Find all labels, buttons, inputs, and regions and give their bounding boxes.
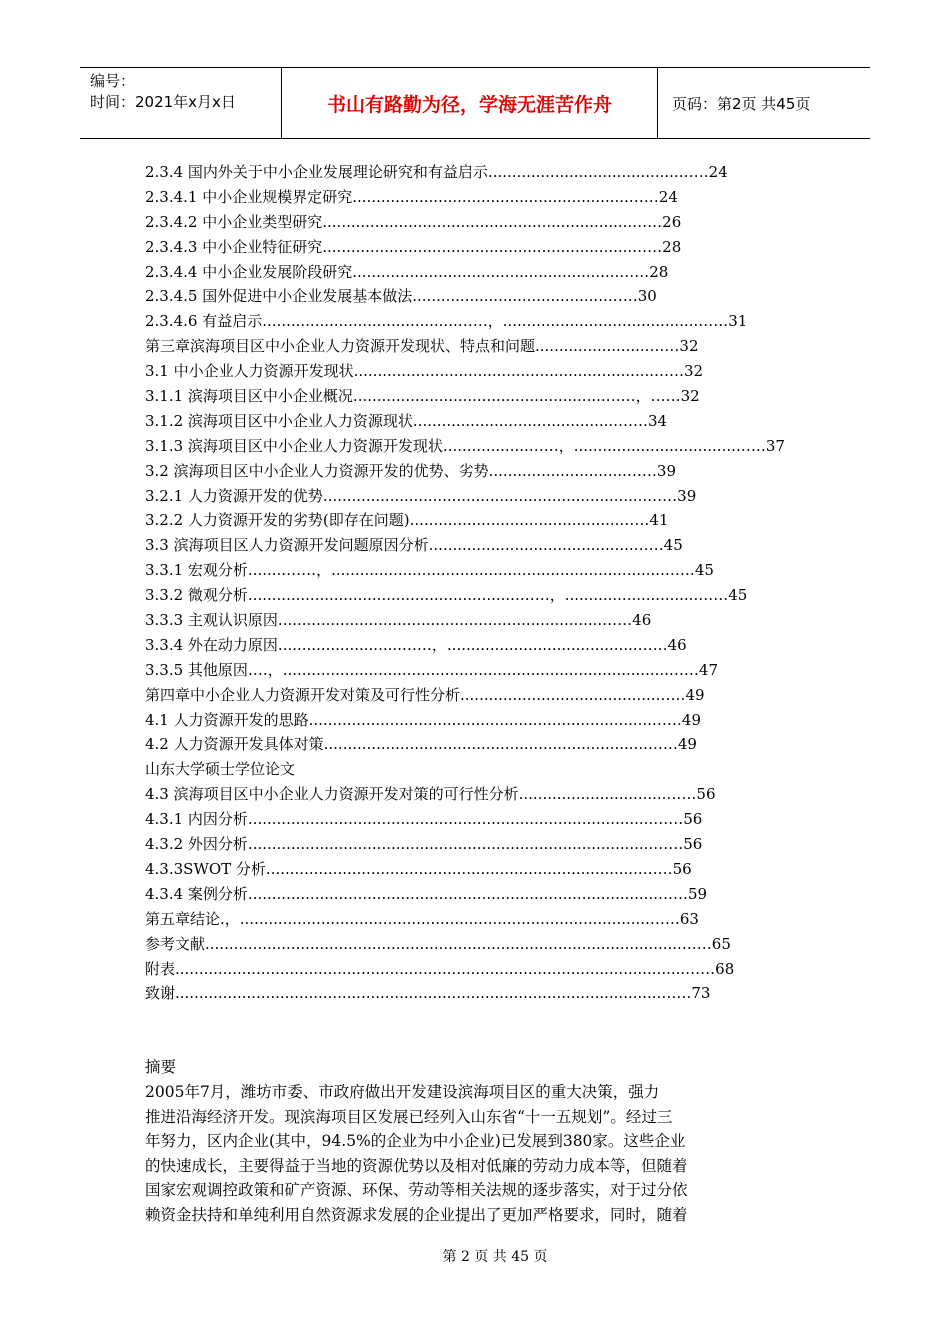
- toc-entry: 3.1.2 滨海项目区中小企业人力资源现状...........................................……34: [145, 411, 668, 430]
- toc-entry: 2.3.4.5 国外促进中小企业发展基本做法.........................................……30: [145, 287, 657, 306]
- toc-entry: 致谢......................................................................................................……73: [145, 984, 711, 1003]
- abstract-line: 2005年7月，潍坊市委、市政府做出开发建设滨海项目区的重大决策，强力: [145, 1083, 660, 1101]
- toc-entry: 3.3.4 外在动力原因..........................……，........................................……46: [145, 635, 687, 654]
- abstract-title: 摘要: [145, 1058, 177, 1076]
- toc-entry: 2.3.4.2 中小企业类型研究.................................................................……26: [145, 212, 682, 231]
- abstract-line: 推进沿海经济开发。现滨海项目区发展已经列入山东省“十一五规划”。经过三: [145, 1107, 673, 1126]
- toc-entry: 4.1 人力资源开发的思路........................................................................……49: [145, 710, 702, 729]
- toc-entry: 4.3.2 外因分析.....................................................................................……56: [145, 835, 703, 854]
- abstract-body: [145, 1080, 745, 1228]
- header-left-cell: [80, 68, 282, 138]
- toc-entry: 3.3 滨海项目区人力资源开发问题原因分析...........................................……45: [145, 536, 683, 555]
- footer-page-number: 第 2 页 共 45 页: [442, 1249, 548, 1265]
- table-of-contents: [145, 160, 805, 1006]
- toc-entry: 3.1.3 滨海项目区中小企业人力资源开发现状..................……，..................................……37: [145, 436, 785, 455]
- abstract-line: 的快速成长，主要得益于当地的资源优势以及相对低廉的劳动力成本等，但随着: [145, 1156, 688, 1175]
- toc-entry: 2.3.4.4 中小企业发展阶段研究........................................................……28: [145, 262, 669, 281]
- toc-entry: 山东大学硕士学位论文: [145, 760, 296, 779]
- toc-entry: 第五章结论.，......................................................................................……63: [145, 909, 699, 928]
- toc-entry: 2.3.4.6 有益启示.........................................……，.........................................……31: [145, 312, 748, 331]
- toc-entry: 4.3.3SWOT 分析...............................................................................……56: [145, 859, 692, 878]
- page-header: [80, 67, 870, 139]
- toc-entry: 3.2 滨海项目区中小企业人力资源开发的优势、劣势.............................……39: [145, 461, 676, 480]
- header-page-info: 页码：第2页 共45页: [672, 94, 811, 113]
- toc-entry: 2.3.4.3 中小企业特征研究.................................................................……28: [145, 237, 682, 256]
- toc-entry: 3.3.5 其他原因….，.................................................................................……47: [145, 660, 719, 679]
- toc-entry: 第四章中小企业人力资源开发对策及可行性分析.........................................……49: [145, 685, 705, 704]
- abstract-line: 赖资金扶持和单纯利用自然资源求发展的企业提出了更加严格要求，同时，随着: [145, 1205, 688, 1224]
- toc-entry: 3.3.2 微观分析.........................................................……，............................……45: [145, 586, 748, 605]
- toc-entry: 2.3.4.1 中小企业规模界定研究..........................................................……24: [145, 187, 678, 206]
- toc-entry: 3.2.2 人力资源开发的劣势(即存在问题)............................................……41: [145, 511, 669, 530]
- toc-entry: 3.2.1 人力资源开发的优势....................................................................……39: [145, 486, 697, 505]
- toc-entry: 第三章滨海项目区中小企业人力资源开发现状、特点和问题........................……32: [145, 337, 699, 356]
- header-number-label: 编号：: [90, 72, 136, 90]
- header-date: 时间：2021年x月x日: [90, 93, 236, 111]
- toc-entry: 参考文献....................................................................................................……65: [145, 934, 731, 953]
- toc-entry: 3.3.1 宏观分析........……，......................................................................……45: [145, 561, 714, 580]
- abstract-line: 年努力，区内企业(其中，94.5%的企业为中小企业)已发展到380家。这些企业: [145, 1132, 686, 1151]
- toc-entry: 4.3.4 案例分析......................................................................................……59: [145, 884, 708, 903]
- abstract-section: [145, 1054, 745, 1228]
- toc-entry: 4.2 人力资源开发具体对策....................................................................……49: [145, 735, 697, 754]
- page-footer: [0, 1246, 950, 1266]
- toc-entry: 3.1.1 滨海项目区中小企业概况.....................................................……，……32: [145, 387, 700, 406]
- header-motto: 书山有路勤为径，学海无涯苦作舟: [282, 68, 658, 138]
- toc-entry: 4.3 滨海项目区中小企业人力资源开发对策的可行性分析...............................……56: [145, 785, 716, 804]
- toc-entry: 3.3.3 主观认识原因....................................................................……46: [145, 611, 652, 630]
- toc-entry: 4.3.1 内因分析.....................................................................................……56: [145, 810, 703, 829]
- toc-entry: 3.1 中小企业人力资源开发现状...............................................................……32: [145, 362, 704, 381]
- abstract-line: 国家宏观调控政策和矿产资源、环保、劳动等相关法规的逐步落实，对于过分依: [145, 1181, 688, 1200]
- toc-entry: 附表...........................................................................................................……68: [145, 959, 735, 978]
- toc-entry: 2.3.4 国内外关于中小企业发展理论研究和有益启示........................................……24: [145, 163, 728, 181]
